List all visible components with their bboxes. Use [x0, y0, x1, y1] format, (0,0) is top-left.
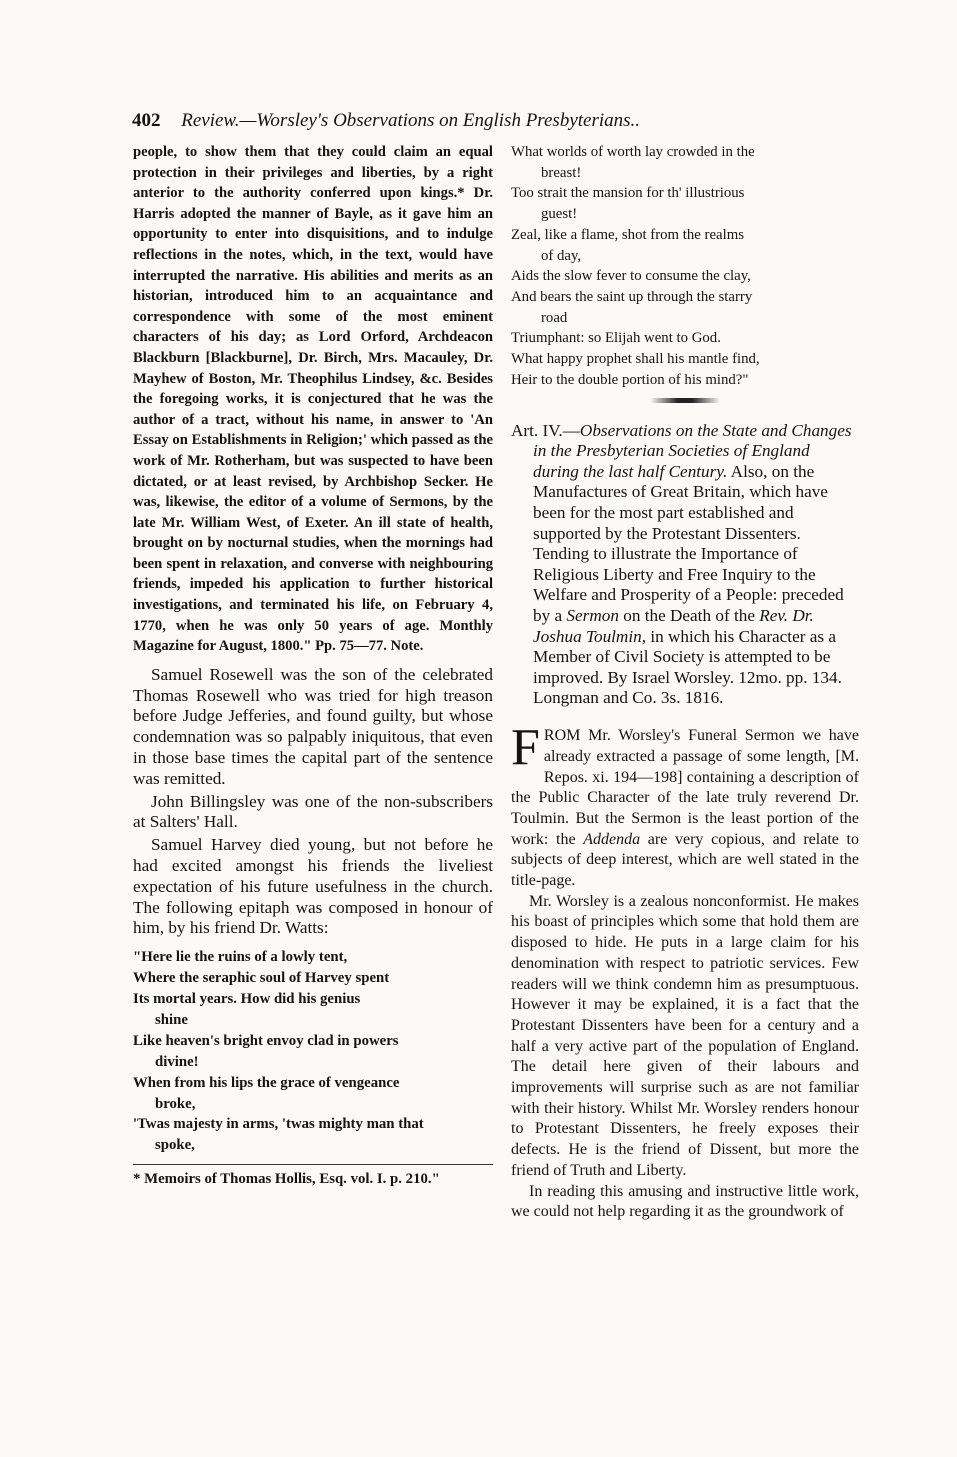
article-desc-2: on the Death of the — [618, 605, 760, 625]
review-paragraph-2: Mr. Worsley is a zealous nonconformist. He makes his boast of principles which some that hold them are disposed to hide. He puts in a large claim for his denomination with respect to patriotic services. Few readers will we think condemn him as presumptuous. However it may be explained, it is a fact that the Protestant Dissenters have been for a century and a half a very active part of the population of England. The detail here given of their labours and improvements will surprise such as are not familiar with their history. Whilst Mr. Worsley renders honour to Protestant Dissenters, he freely exposes their defects. He is the friend of Dissent, but more the friend of Truth and Liberty. — [511, 892, 859, 1179]
verse-line: 'Twas majesty in arms, 'twas mighty man that — [133, 1116, 424, 1133]
page-number: 402 — [132, 110, 161, 131]
review-paragraph-3: In reading this amusing and instructive little work, we could not help regarding it as the groundwork of — [511, 1182, 859, 1221]
verse-line: Where the seraphic soul of Harvey spent — [133, 970, 390, 987]
article-desc-3: in which his Character as a Member of Civil Society is attempted to be improved. By Israel Worsley. 12mo. pp. 134. Longman and Co. 3s. 1816. — [533, 626, 842, 708]
left-body — [133, 665, 493, 939]
verse-line: "Here lie the ruins of a lowly tent, — [133, 949, 348, 966]
article-label: Art. IV.— — [511, 420, 580, 440]
verse-line: of day, — [541, 247, 582, 264]
article-sermon: Sermon — [566, 605, 619, 625]
verse-line: Like heaven's bright envoy clad in powers — [133, 1032, 399, 1049]
epitaph-verse-left — [133, 947, 493, 1156]
review-p1-b: are very copious, and relate to subjects of deep interest, which are well stated in the title-page. — [511, 830, 859, 890]
harvey-paragraph: Samuel Harvey died young, but not before he had excited amongst his friends the liveliest expectation of his future usefulness in the church. The following epitaph was composed in honour of him, by his friend Dr. Watts: — [133, 835, 493, 938]
drop-cap: F — [511, 719, 540, 777]
verse-line: breast! — [541, 164, 582, 181]
verse-line: When from his lips the grace of vengeance — [133, 1074, 400, 1091]
article-title: Observations on the State and Changes in the Presbyterian Societies of England during the last half Century. — [533, 420, 852, 481]
verse-line: Its mortal years. How did his genius — [133, 991, 361, 1008]
verse-line: broke, — [155, 1095, 196, 1112]
article-desc-1: Also, on the Manufactures of Great Britain, which have been for the most part established and supported by the Protestant Dissenters. Tending to illustrate the Importance of Religious Liberty and Free Inquiry to the Welfare and Prosperity of a People: preceded by a — [533, 461, 844, 625]
review-p1-a: ROM Mr. Worsley's Funeral Sermon we have already extracted a passage of some length, [M. Repos. xi. 194—198] containing a description of the Public Character of the late truly reverend Dr. Toulmin. But the Sermon is the least portion of the work: the — [511, 727, 859, 848]
verse-line: guest! — [541, 206, 578, 223]
verse-line: Triumphant: so Elijah went to God. — [511, 330, 721, 347]
review-paragraph-1 — [511, 719, 859, 892]
verse-line: Zeal, like a flame, shot from the realms — [511, 226, 744, 243]
billingsley-paragraph: John Billingsley was one of the non-subscribers at Salters' Hall. — [133, 791, 493, 832]
footnote-continuation: people, to show them that they could claim an equal protection in their privileges and liberties, by a right anterior to the authority conferred upon kings.* Dr. Harris adopted the manner of Bayle, as it gave him an opportunity to enter into disquisitions, and to indulge reflections in the notes, which, in the text, would have interrupted the narrative. His abilities and merits as an historian, introduced him to an acquaintance and correspondence with some of the most eminent characters of his day; as Lord Orford, Archdeacon Blackburn [Blackburne], Dr. Birch, Mrs. Macauley, Dr. Mayhew of Boston, Mr. Theophilus Lindsey, &c. Besides the foregoing works, it is conjectured that he was the author of a tract, without his name, in answer to 'An Essay on Establishments in Religion;' which passed as the work of Mr. Rotherham, but was suspected to have been dictated, or at least revised, by Archbishop Secker. He was, likewise, the editor of a volume of Sermons, by the late Mr. William West, of Exeter. An ill state of health, brought on by nocturnal studies, when the mornings had been spent in relaxation, and converse with neighbouring friends, impeded his application to further historical investigations, and terminated his life, on February 4, 1770, when he was only 50 years of age. Monthly Magazine for August, 1800." Pp. 75—77. Note. — [133, 144, 493, 655]
verse-line: Heir to the double portion of his mind?" — [511, 371, 749, 388]
rosewell-paragraph: Samuel Rosewell was the son of the celebrated Thomas Rosewell who was tried for high treason before Judge Jefferies, and found guilty, but whose condemnation was so palpably iniquitous, that even in those base times the capital part of the sentence was remitted. — [133, 664, 493, 788]
section-divider — [650, 398, 720, 403]
review-body — [511, 719, 859, 1223]
verse-line: What worlds of worth lay crowded in the — [511, 144, 755, 160]
addenda-word: Addenda — [583, 830, 641, 848]
left-column — [133, 142, 493, 1189]
verse-line: divine! — [155, 1053, 199, 1070]
verse-line: shine — [155, 1011, 188, 1028]
epitaph-verse-right — [511, 142, 859, 390]
verse-line: spoke, — [155, 1137, 195, 1154]
right-column — [511, 142, 859, 1223]
running-header — [132, 110, 822, 132]
verse-line: And bears the saint up through the starry — [511, 288, 753, 305]
verse-line: Aids the slow fever to consume the clay, — [511, 268, 751, 285]
article-rev: Rev. Dr. Joshua Toulmin, — [533, 605, 814, 646]
verse-line: Too strait the mansion for th' illustrious — [511, 185, 745, 202]
verse-line: road — [541, 309, 568, 326]
running-title: Review.—Worsley's Observations on English Presbyterians.. — [181, 110, 641, 131]
article-heading — [511, 421, 859, 709]
footnote-hollis: * Memoirs of Thomas Hollis, Esq. vol. I. p. 210." — [133, 1164, 493, 1189]
verse-line: What happy prophet shall his mantle find, — [511, 351, 760, 368]
